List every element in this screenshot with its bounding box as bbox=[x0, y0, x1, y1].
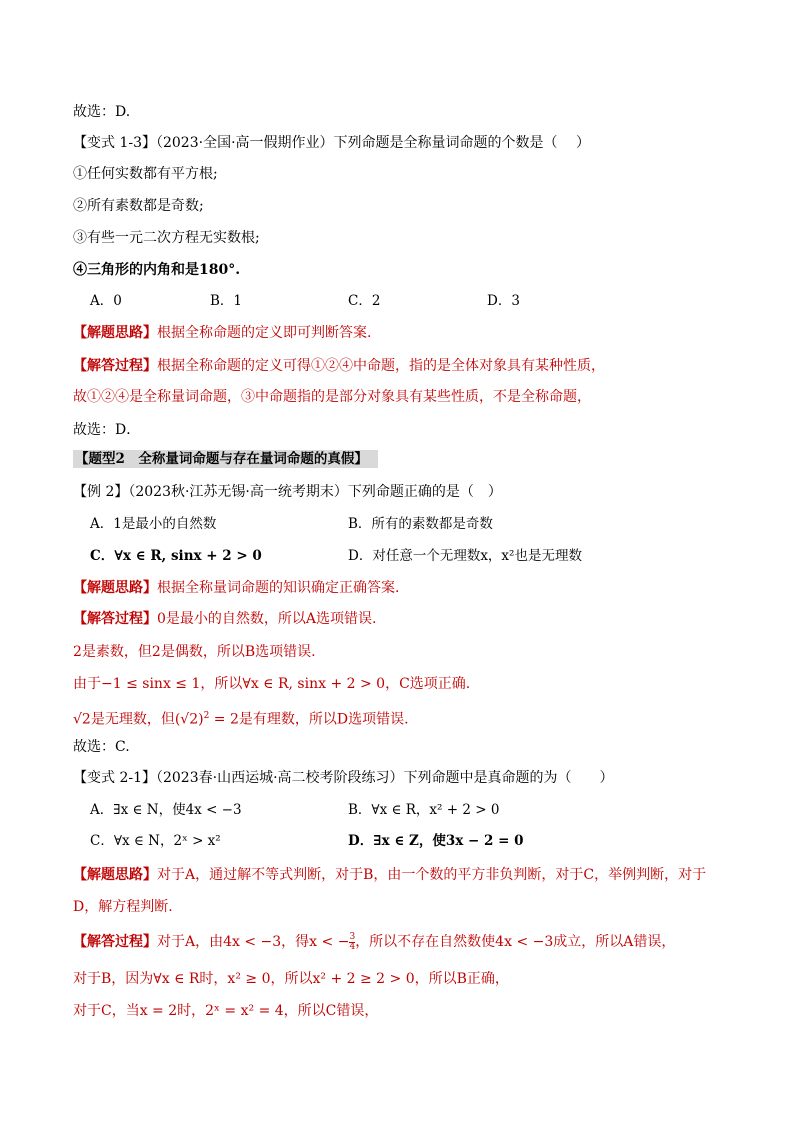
option-d: D．∃x ∈ Z，使3x − 2 = 0 bbox=[348, 833, 524, 849]
solution-idea: 【解题思路】对于A，通过解不等式判断，对于B，由一个数的平方非负判断，对于C，举例判断，对于 bbox=[73, 867, 707, 883]
answer-line: 故选：C. bbox=[73, 739, 130, 755]
process-label: 【解答过程】 bbox=[73, 611, 157, 627]
idea-label: 【解题思路】 bbox=[73, 325, 157, 341]
option-a: A．1是最小的自然数 bbox=[90, 516, 217, 532]
statement-4: ④三角形的内角和是180°. bbox=[73, 262, 241, 278]
option-c: C．2 bbox=[348, 293, 381, 309]
section-heading: 【题型2 全称量词命题与存在量词命题的真假】 bbox=[73, 450, 378, 468]
solution-line: D，解方程判断. bbox=[73, 899, 173, 915]
solution-idea: 【解题思路】根据全称量词命题的知识确定正确答案. bbox=[73, 580, 400, 596]
solution-idea: 【解题思路】根据全称命题的定义即可判断答案. bbox=[73, 325, 372, 341]
process-label: 【解答过程】 bbox=[73, 934, 157, 950]
fraction: $\frac{3}{4}$ bbox=[349, 931, 356, 952]
process-label: 【解答过程】 bbox=[73, 358, 157, 374]
option-c: C．∀x ∈ R, sinx + 2 > 0 bbox=[90, 548, 262, 564]
example-2-question: 【例 2】（2023秋·江苏无锡·高一统考期末）下列命题正确的是（ ） bbox=[73, 484, 502, 500]
solution-process: 【解答过程】0是最小的自然数，所以A选项错误. bbox=[73, 611, 377, 627]
option-c: C．∀x ∈ N，2ˣ > x² bbox=[90, 833, 221, 849]
question-variant-2-1: 【变式 2-1】（2023春·山西运城·高二校考阶段练习）下列命题中是真命题的为（ ） bbox=[73, 770, 614, 786]
option-b: B．∀x ∈ R，x² + 2 > 0 bbox=[348, 802, 500, 818]
option-a: A．0 bbox=[90, 293, 122, 309]
solution-line: 2是素数，但2是偶数，所以B选项错误. bbox=[73, 644, 316, 660]
question-variant-1-3: 【变式 1-3】（2023·全国·高一假期作业）下列命题是全称量词命题的个数是（ ） bbox=[73, 135, 590, 151]
option-a: A．∃x ∈ N，使4x < −3 bbox=[90, 802, 242, 818]
option-b: B．1 bbox=[210, 293, 243, 309]
solution-line: 故①②④是全称量词命题，③中命题指的是部分对象具有某些性质，不是全称命题， bbox=[73, 389, 591, 405]
statement-1: ①任何实数都有平方根; bbox=[73, 166, 218, 182]
answer-line: 故选：D． bbox=[73, 422, 141, 438]
statement-2: ②所有素数都是奇数; bbox=[73, 198, 204, 214]
option-b: B．所有的素数都是奇数 bbox=[348, 516, 493, 532]
solution-process: 【解答过程】对于A，由4x < −3，得x < − $\frac{3}{4}$ ，所以不存在自然数使4x < −3成立，所以A错误， bbox=[73, 931, 676, 952]
statement-3: ③有些一元二次方程无实数根; bbox=[73, 230, 260, 246]
option-d: D．3 bbox=[487, 293, 520, 309]
solution-line: √2是无理数，但$(√2)^2 = 2$是有理数，所以D选项错误. bbox=[73, 711, 409, 728]
idea-label: 【解题思路】 bbox=[73, 867, 157, 883]
solution-line: 由于−1 ≤ sinx ≤ 1，所以∀x ∈ R, sinx + 2 > 0，C选项正确. bbox=[73, 676, 471, 692]
solution-line: 对于C，当x = 2时，2ˣ = x² = 4，所以C错误， bbox=[73, 1003, 379, 1019]
solution-process: 【解答过程】根据全称命题的定义可得①②④中命题，指的是全体对象具有某种性质， bbox=[73, 358, 605, 374]
option-d: D．对任意一个无理数x，x²也是无理数 bbox=[348, 548, 582, 564]
solution-line: 对于B，因为∀x ∈ R时，x² ≥ 0，所以x² + 2 ≥ 2 > 0，所以B正确， bbox=[73, 971, 509, 987]
answer-line: 故选：D. bbox=[73, 104, 131, 120]
idea-label: 【解题思路】 bbox=[73, 580, 157, 596]
